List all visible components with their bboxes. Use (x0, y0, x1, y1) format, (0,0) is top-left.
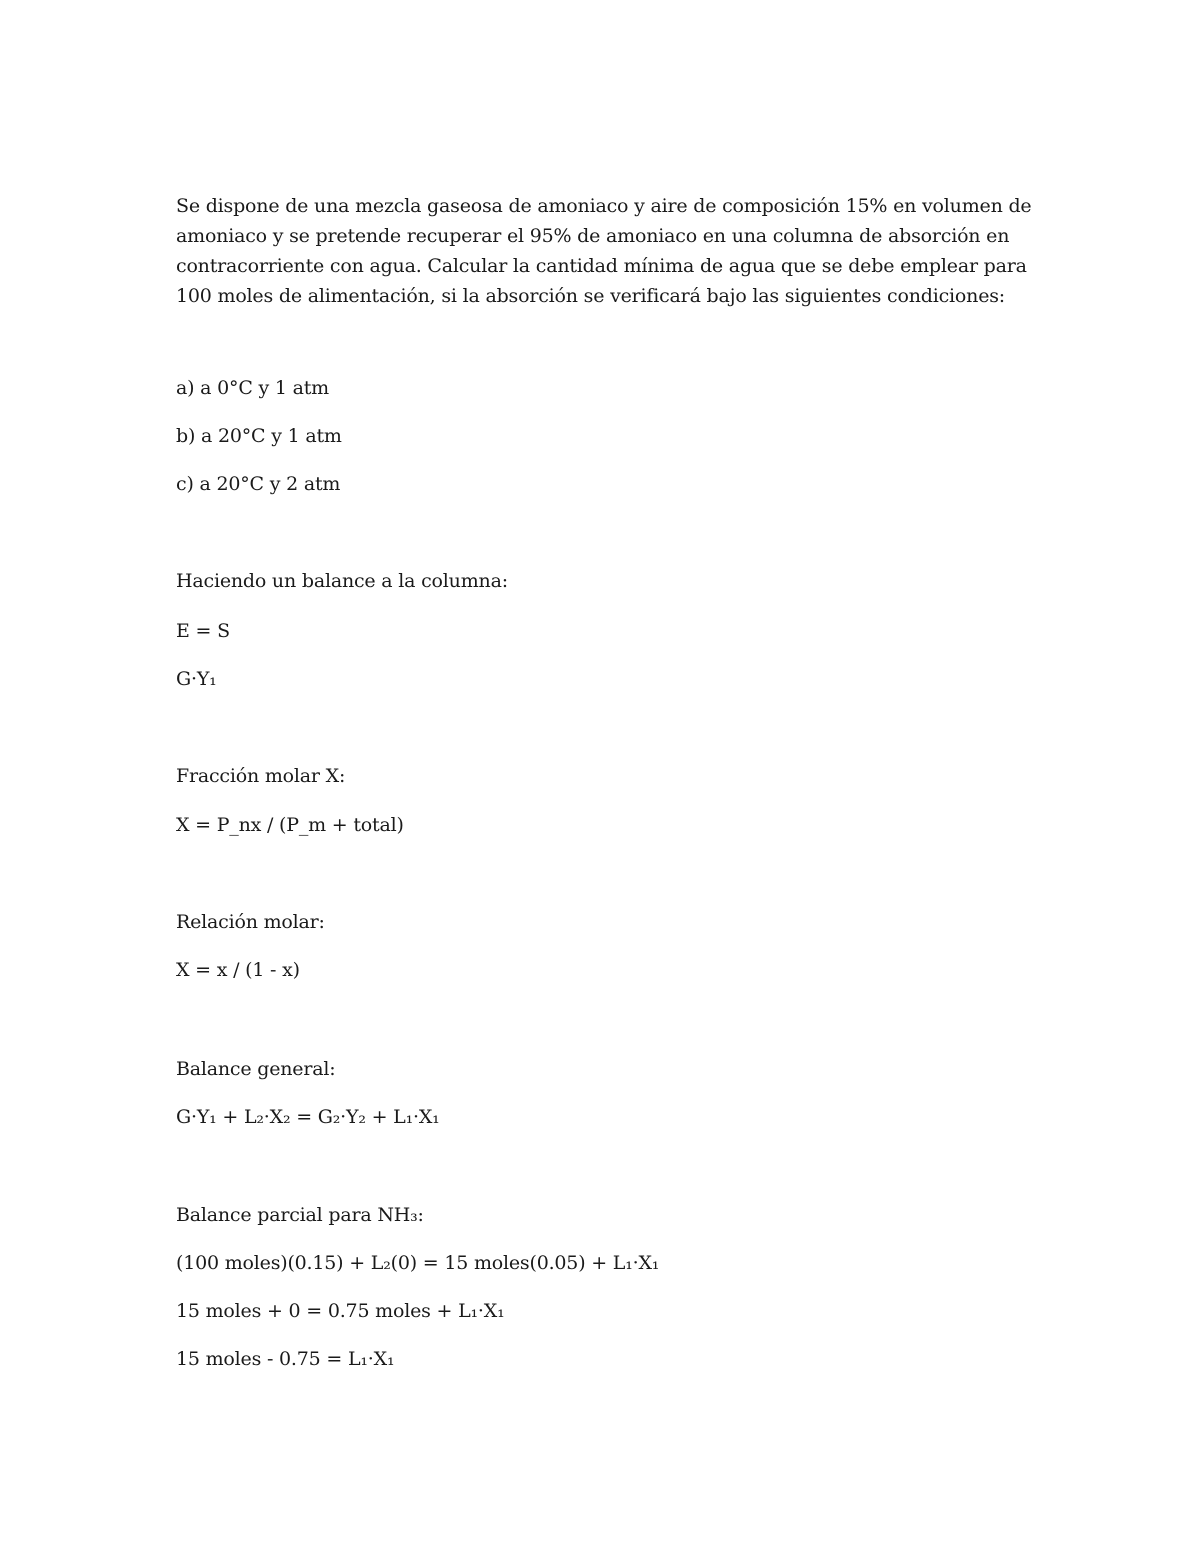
condition-b: b) a 20°C y 1 atm (176, 425, 342, 447)
general-balance-heading: Balance general: (176, 1058, 336, 1080)
molar-ratio-equation: X = x / (1 - x) (176, 959, 300, 981)
molar-fraction-equation: X = P_nx / (P_m + total) (176, 814, 404, 836)
problem-line: 100 moles de alimentación, si la absorción se verificará bajo las siguientes condiciones: (176, 285, 1005, 307)
balance-heading: Haciendo un balance a la columna: (176, 570, 508, 592)
problem-line: Se dispone de una mezcla gaseosa de amoniaco y aire de composición 15% en volumen de (176, 195, 1032, 217)
problem-line: contracorriente con agua. Calcular la cantidad mínima de agua que se debe emplear para (176, 255, 1027, 277)
partial-balance-equation-1: (100 moles)(0.15) + L₂(0) = 15 moles(0.05) + L₁·X₁ (176, 1252, 660, 1274)
partial-balance-equation-2: 15 moles + 0 = 0.75 moles + L₁·X₁ (176, 1300, 505, 1322)
balance-equation-1: E = S (176, 620, 230, 642)
balance-equation-2: G·Y₁ (176, 668, 217, 690)
molar-fraction-heading: Fracción molar X: (176, 765, 346, 787)
condition-c: c) a 20°C y 2 atm (176, 473, 341, 495)
partial-balance-heading: Balance parcial para NH₃: (176, 1204, 424, 1226)
partial-balance-equation-3: 15 moles - 0.75 = L₁·X₁ (176, 1348, 395, 1370)
problem-line: amoniaco y se pretende recuperar el 95% de amoniaco en una columna de absorción en (176, 225, 1010, 247)
general-balance-equation: G·Y₁ + L₂·X₂ = G₂·Y₂ + L₁·X₁ (176, 1106, 440, 1128)
problem-statement (176, 191, 1032, 311)
molar-ratio-heading: Relación molar: (176, 911, 325, 933)
condition-a: a) a 0°C y 1 atm (176, 377, 329, 399)
